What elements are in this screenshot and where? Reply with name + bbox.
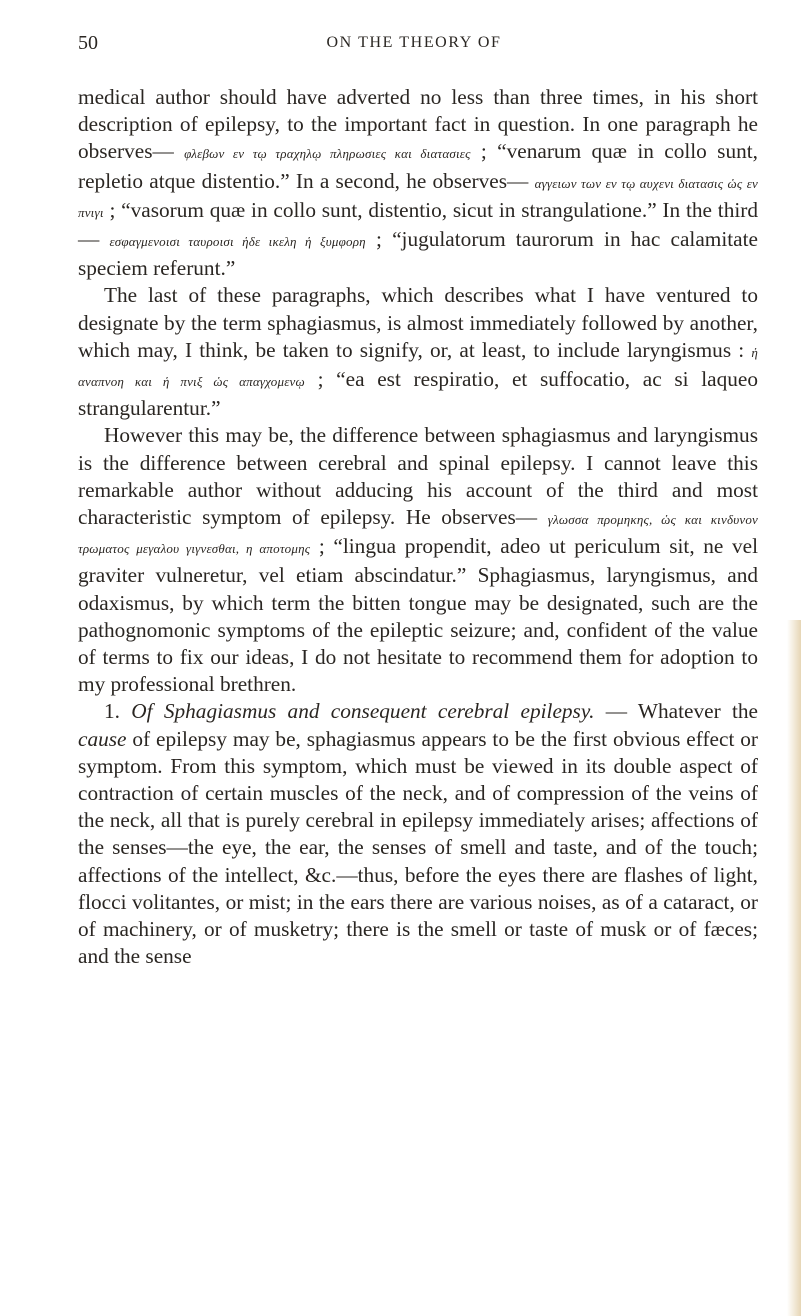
text-run: medical author should have adverted no less than three times, in his short description of epilepsy, to the important fact in question. In one paragraph he observes— [78,85,758,164]
body-text [78,84,758,971]
text-run: ; “vasorum quæ in collo sunt, distentio, sicut in strangulatione.” In the third— [78,197,758,252]
running-head [78,32,750,54]
greek-quotation: ἡ αναπνοη και ἡ πνιξ ὡς απαγχομενῳ [78,344,758,390]
page-edge-shading [787,620,801,1316]
greek-quotation: εσφαγμενοισι ταυροισι ἡδε ικελη ἡ ξυμφορη [109,234,366,250]
paragraph [78,84,758,282]
text-run: ; “venarum quæ in collo sunt, repletio atque distentio.” In a second, he observes— [78,139,758,193]
greek-quotation: γλωσσα προμηκης, ὡς και κινδυνον τρωματος μεγαλου γιγνεσθαι, η αποτομης [78,512,758,557]
greek-quotation: φλεβων εν τῳ τραχηλῳ πληρωσιες και διατασιες [184,146,471,162]
emphasis: cause [78,726,127,751]
paragraph [78,422,758,698]
text-run: — Whatever the [605,699,759,724]
section-heading: Of Sphagiasmus and consequent cerebral epilepsy. [131,699,595,724]
text-run: of epilepsy may be, sphagiasmus appears to be the first obvious effect or symptom. From this symptom, which must be viewed in its double aspect of contraction of certain muscles of the neck, and of compression of the veins of the neck, all that is purely cerebral in epilepsy immediately arises; affections of the senses—the eye, the ear, the senses of smell and taste, and of the touch; affections of the intellect, &c.—thus, before the eyes there are flashes of light, flocci volitantes, or mist; in the ears there are various noises, as of a cataract, or of machinery, or of musketry; there is the smell or taste of musk or of fæces; and the sense [78,726,758,969]
page-number: 50 [78,32,98,54]
text-run: ; “lingua propendit, adeo ut periculum sit, ne vel graviter vulneretur, vel etiam abscindatur.” Sphagiasmus, laryngismus, and odaxismus, by which term the bitten tongue may be designated, such are the pathognomonic symptoms of the epileptic seizure; and, confident of the value of terms to fix our ideas, I do not hesitate to recommend them for adoption to my professional brethren. [78,534,759,697]
running-title: ON THE THEORY OF [326,34,502,51]
greek-quotation: αγγειων των εν τῳ αυχενι διατασις ὡς εν πνιγι [78,175,759,220]
text-run: However this may be, the difference between sphagiasmus and laryngismus is the difference between cerebral and spinal epilepsy. I cannot leave this remarkable author without adducing his account of the third and most characteristic symptom of epilepsy. He observes— [78,423,758,530]
text-run: ; “ea est respiratio, et suffocatio, ac si laqueo strangularentur.” [78,367,758,421]
text-run: ; “jugulatorum taurorum in hac calamitate speciem referunt.” [78,227,759,281]
text-run: 1. [104,699,132,724]
paragraph [78,698,758,970]
paragraph [78,282,758,422]
text-run: The last of these paragraphs, which describes what I have ventured to designate by the term sphagiasmus, is almost immediately followed by another, which may, I think, be taken to signify, or, at least, to include laryngismus : [78,283,758,362]
